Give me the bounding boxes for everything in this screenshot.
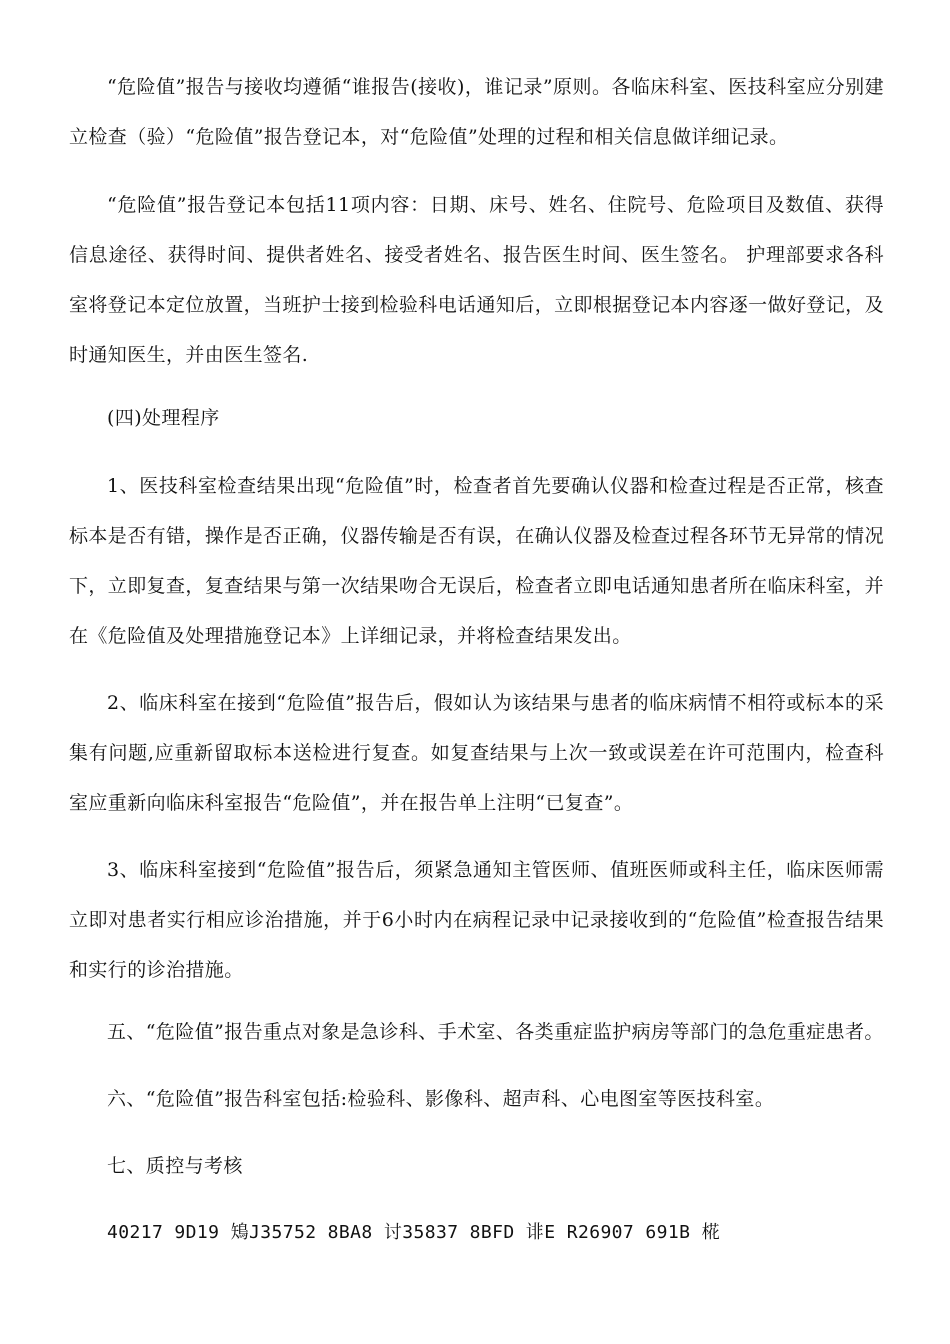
section-six: 六、“危险值”报告科室包括:检验科、影像科、超声科、心电图室等医技科室。 — [107, 1088, 775, 1110]
paragraph-reporting-principle: “危险值”报告与接收均遵循“谁报告(接收)，谁记录”原则。各临床科室、医技科室应分别建立检查（验）“危险值”报告登记本，对“危险值”处理的过程和相关信息做详细记录。 — [69, 76, 884, 148]
paragraph-step-1: 1、医技科室检查结果出现“危险值”时，检查者首先要确认仪器和检查过程是否正常，核查标本是否有错，操作是否正确，仪器传输是否有误，在确认仪器及检查过程各环节无异常的情况下，立即复查，复查结果与第一次结果吻合无误后，检查者立即电话通知患者所在临床科室，并在《危险值及处理措施登记本》上详细记录，并将检查结果发出。 — [69, 475, 884, 647]
paragraph-step-2: 2、临床科室在接到“危险值”报告后，假如认为该结果与患者的临床病情不相符或标本的采集有问题,应重新留取标本送检进行复查。如复查结果与上次一致或误差在许可范围内，检查科室应重新向临床科室报告“危险值”，并在报告单上注明“已复查”。 — [69, 692, 884, 814]
section-heading-procedure: (四)处理程序 — [107, 407, 220, 429]
section-seven-heading: 七、质控与考核 — [107, 1155, 243, 1177]
paragraph-step-3: 3、临床科室接到“危险值”报告后，须紧急通知主管医师、值班医师或科主任，临床医师需立即对患者实行相应诊治措施，并于6小时内在病程记录中记录接收到的“危险值”检查报告结果和实行的诊治措施。 — [69, 859, 884, 981]
section-five: 五、“危险值”报告重点对象是急诊科、手术室、各类重症监护病房等部门的急危重症患者。 — [107, 1021, 884, 1043]
encoded-text-line: 40217 9D19 鴙J35752 8BA8 讨35837 8BFD 诽E R26907 691B 椛 — [107, 1222, 720, 1243]
paragraph-register-contents: “危险值”报告登记本包括11项内容：日期、床号、姓名、住院号、危险项目及数值、获得信息途径、获得时间、提供者姓名、接受者姓名、报告医生时间、医生签名。 护理部要求各科室将登记本定位放置，当班护士接到检验科电话通知后，立即根据登记本内容逐一做好登记，及时通知医生，并由医生签名. — [69, 194, 884, 366]
